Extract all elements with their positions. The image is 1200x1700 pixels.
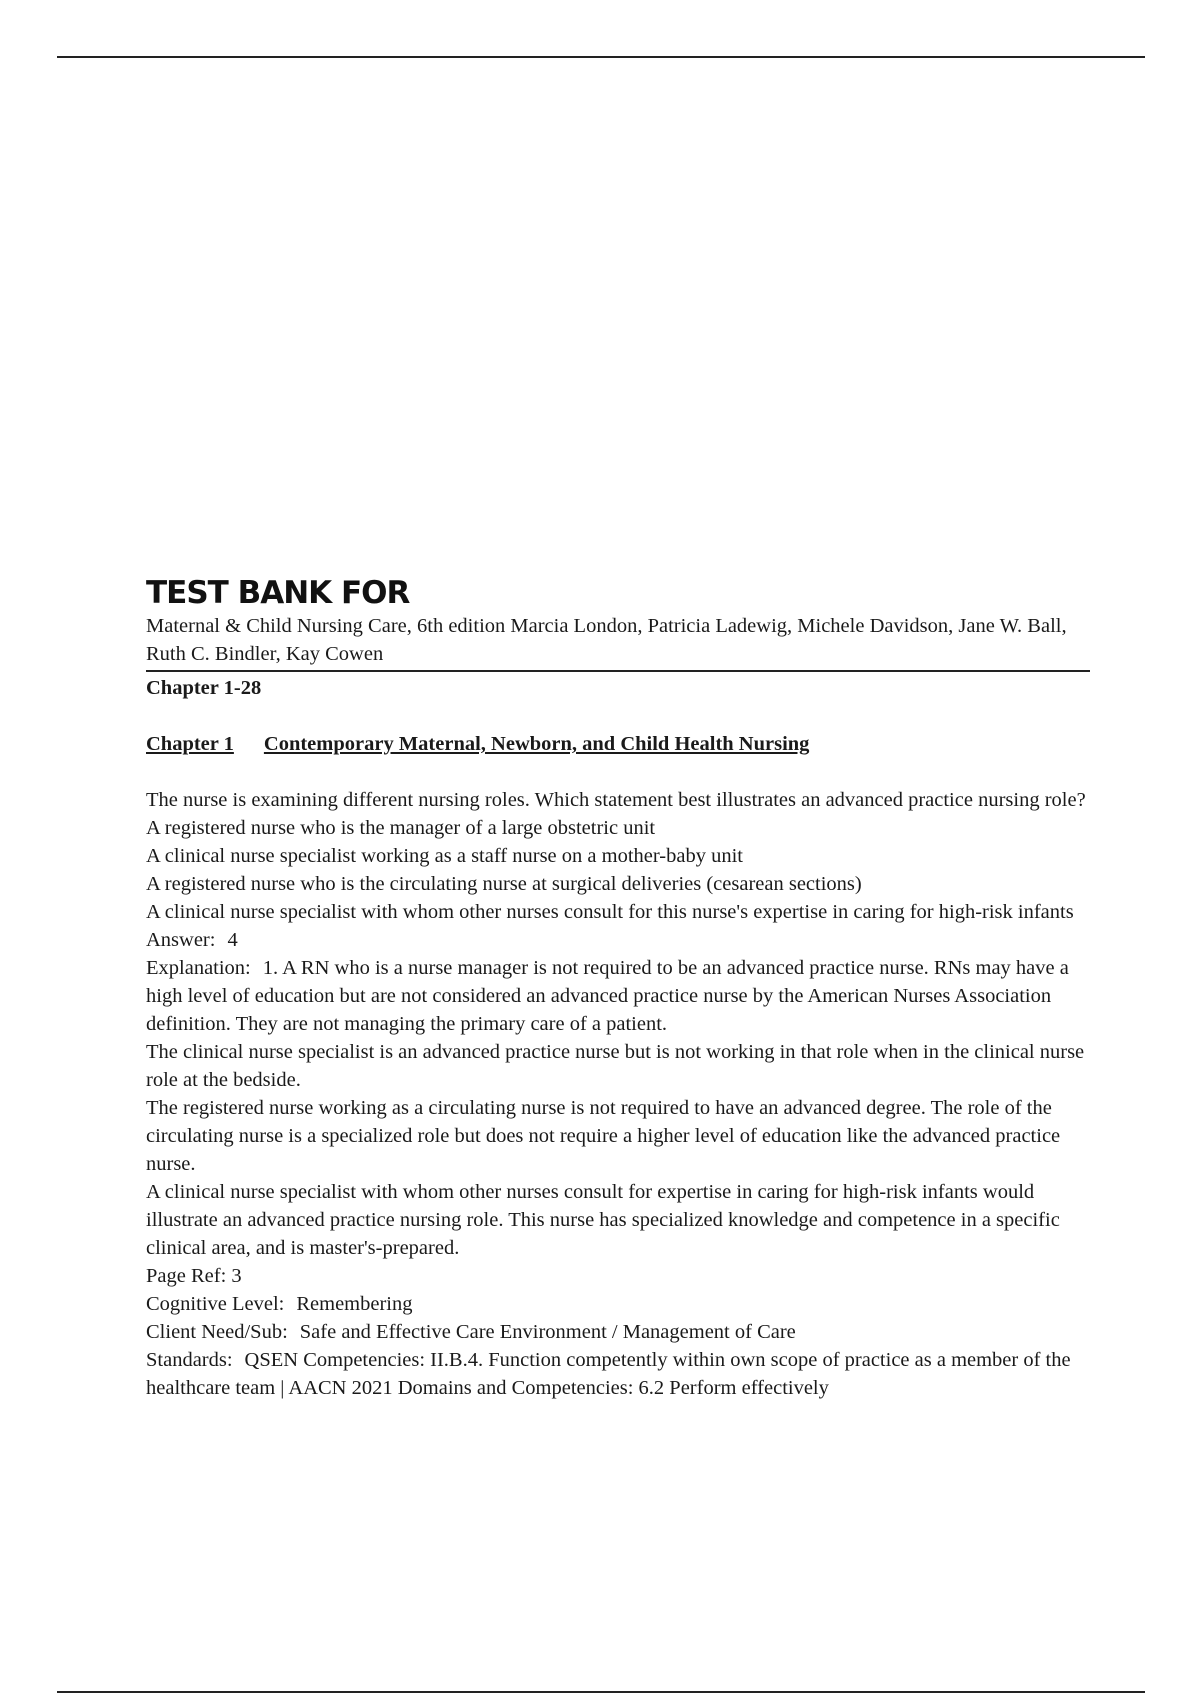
explanation-label: Explanation: (146, 957, 251, 979)
answer-value: 4 (227, 929, 238, 951)
explanation-2: The clinical nurse specialist is an advanced practice nurse but is not working in that role when in the clinical nurse role at the bedside. (146, 1041, 1085, 1091)
answer-line (146, 926, 1090, 954)
document-title: TEST BANK FOR (146, 575, 410, 611)
cognitive-value: Remembering (296, 1293, 413, 1315)
answer-option-4: A clinical nurse specialist with whom other nurses consult for this nurse's expertise in caring for high-risk infants (146, 901, 1074, 923)
cognitive-label: Cognitive Level: (146, 1293, 285, 1315)
client-need-value: Safe and Effective Care Environment / Management of Care (299, 1321, 796, 1343)
standards-value: QSEN Competencies: II.B.4. Function competently within own scope of practice as a member of the healthcare team | AACN 2021 Domains and Competencies: 6.2 Perform effectively (146, 1349, 1071, 1399)
explanation-4: A clinical nurse specialist with whom other nurses consult for expertise in caring for high-risk infants would illustrate an advanced practice nursing role. This nurse has specialized knowledge and competence in a specific clinical area, and is master's-prepared. (146, 1181, 1060, 1259)
standards-label: Standards: (146, 1349, 233, 1371)
explanation-1: 1. A RN who is a nurse manager is not required to be an advanced practice nurse. RNs may have a high level of education but are not considered an advanced practice nurse by the American Nurses Association definition. They are not managing the primary care of a patient. (146, 957, 1069, 1035)
chapter-heading (146, 730, 1090, 758)
answer-option-2: A clinical nurse specialist working as a staff nurse on a mother-baby unit (146, 845, 743, 867)
answer-option-1: A registered nurse who is the manager of a large obstetric unit (146, 817, 656, 839)
explanation-3: The registered nurse working as a circulating nurse is not required to have an advanced degree. The role of the circulating nurse is a specialized role but does not require a higher level of education like the advanced practice nurse. (146, 1097, 1061, 1175)
answer-label: Answer: (146, 929, 216, 951)
book-subtitle: Maternal & Child Nursing Care, 6th edition Marcia London, Patricia Ladewig, Michele Davidson, Jane W. Ball, Ruth C. Bindler, Kay Cowen (146, 615, 1067, 665)
explanation-line (146, 954, 1090, 1038)
chapter-range: Chapter 1-28 (146, 677, 262, 699)
chapter-title: Contemporary Maternal, Newborn, and Child Health Nursing (263, 733, 810, 755)
bottom-rule (57, 1691, 1145, 1693)
document-body (146, 574, 1090, 1402)
client-need-label: Client Need/Sub: (146, 1321, 288, 1343)
cognitive-level (146, 1290, 1090, 1318)
page-ref: Page Ref: 3 (146, 1265, 242, 1287)
client-need (146, 1318, 1090, 1346)
standards (146, 1346, 1090, 1402)
title-divider (146, 670, 1090, 672)
top-rule (57, 56, 1145, 58)
answer-option-3: A registered nurse who is the circulating nurse at surgical deliveries (cesarean sections) (146, 873, 862, 895)
chapter-number: Chapter 1 (146, 733, 234, 755)
question-stem: The nurse is examining different nursing roles. Which statement best illustrates an advanced practice nursing role? (146, 789, 1086, 811)
